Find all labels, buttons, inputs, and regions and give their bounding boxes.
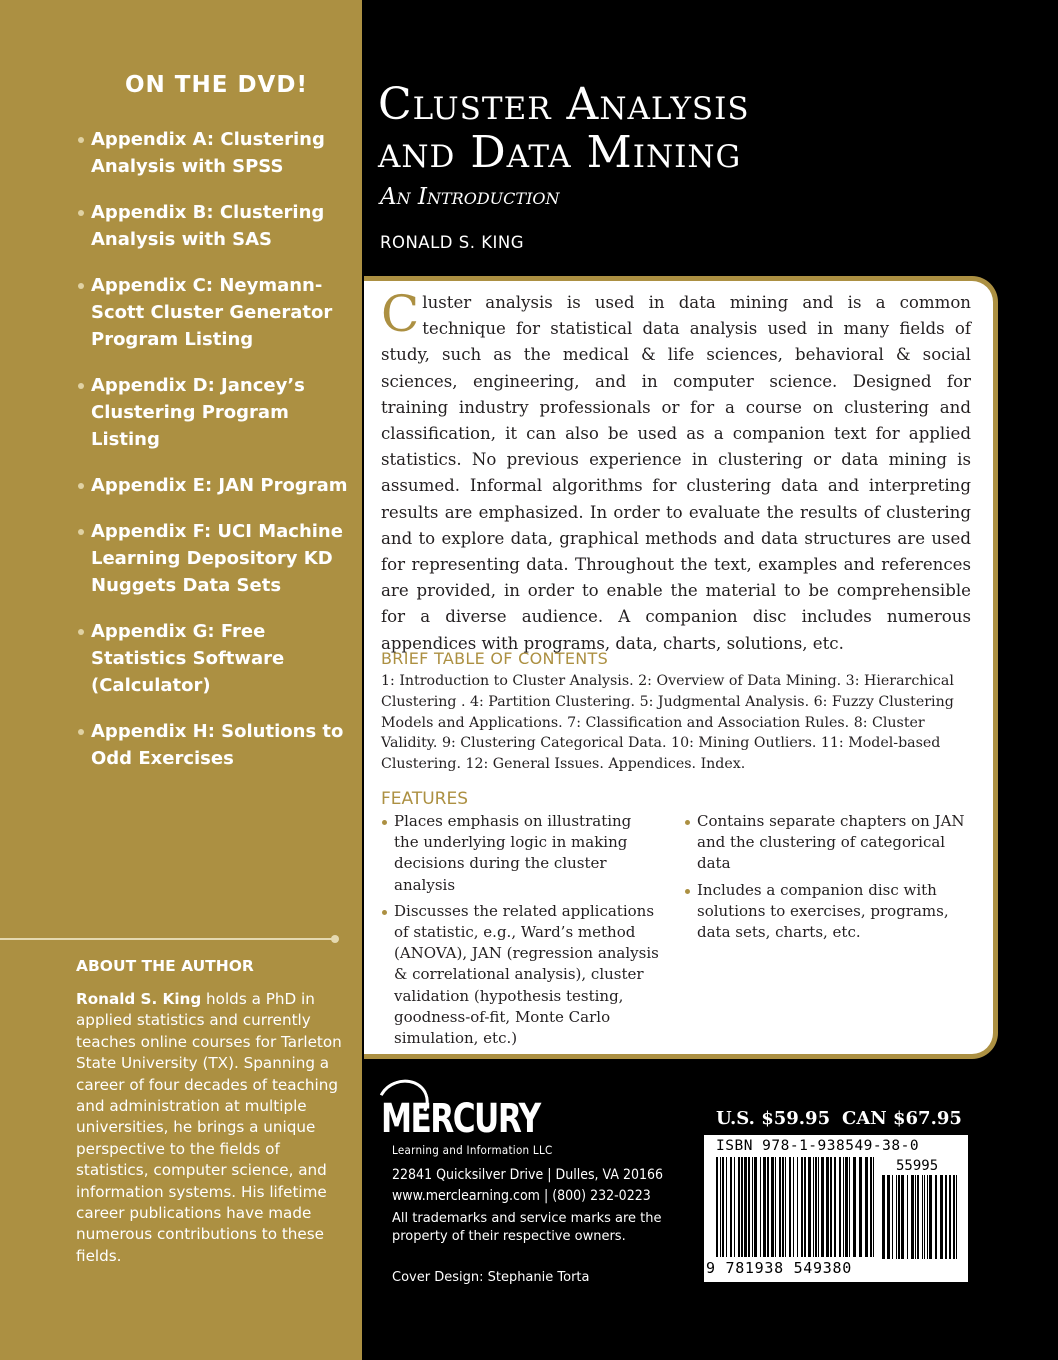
bullet-icon	[382, 820, 387, 825]
barcode-bar	[789, 1157, 791, 1257]
barcode-bar	[763, 1157, 766, 1257]
features-heading: FEATURES	[381, 789, 469, 809]
dvd-item: Appendix A: Clustering Analysis with SPSS	[78, 126, 353, 180]
dvd-heading: ON THE DVD!	[125, 72, 308, 98]
publisher-address: 22841 Quicksilver Drive | Dulles, VA 20166	[392, 1167, 664, 1183]
features-list-left	[381, 811, 659, 1054]
feature-item: Places emphasis on illustrating the underlying logic in making decisions during the cluster analysis	[381, 811, 659, 896]
barcode-bar	[813, 1157, 814, 1257]
dvd-appendix-list	[78, 126, 353, 772]
barcode-bar	[935, 1175, 937, 1259]
price-code: 55995	[896, 1158, 939, 1174]
bullet-icon	[78, 529, 84, 535]
trademark-notice: All trademarks and service marks are the property of their respective owners.	[392, 1211, 662, 1244]
price-can: CAN $67.95	[842, 1108, 962, 1129]
dvd-item: Appendix D: Jancey’s Clustering Program Listing	[78, 372, 353, 453]
barcode-bar	[808, 1157, 811, 1257]
about-author-text	[76, 989, 344, 1267]
barcode-bar	[953, 1175, 955, 1259]
barcode-bar	[911, 1175, 914, 1259]
barcode-bar	[785, 1157, 786, 1257]
barcode-bar	[815, 1157, 817, 1257]
dvd-item: Appendix G: Free Statistics Software (Calculator)	[78, 618, 353, 699]
section-divider	[0, 938, 334, 940]
barcode-bar	[767, 1157, 769, 1257]
bullet-icon	[78, 283, 84, 289]
barcode-bar	[716, 1157, 718, 1257]
barcode-bar	[821, 1157, 824, 1257]
logo-subtitle: Learning and Information LLC	[392, 1143, 553, 1157]
barcode-addon-bars	[882, 1175, 960, 1261]
left-column	[0, 0, 362, 1360]
barcode-bar	[873, 1157, 874, 1257]
barcode-bar	[892, 1175, 893, 1259]
barcode-bar	[924, 1175, 925, 1259]
barcode-bar	[839, 1157, 841, 1257]
barcode-bar	[849, 1157, 850, 1257]
publisher-contact	[392, 1165, 663, 1207]
barcode-bar	[929, 1175, 932, 1259]
barcode-bar	[818, 1157, 819, 1257]
bullet-icon	[78, 210, 84, 216]
feature-item: Includes a companion disc with solutions to exercises, programs, data sets, charts, etc.	[684, 880, 968, 944]
dvd-item: Appendix B: Clustering Analysis with SAS	[78, 199, 353, 253]
author-name: Ronald S. King	[76, 990, 202, 1008]
barcode-bar	[741, 1157, 743, 1257]
publisher-logo	[376, 1080, 576, 1165]
barcode-bar	[940, 1175, 943, 1259]
barcode-bar	[801, 1157, 803, 1257]
barcode-bar	[752, 1157, 753, 1257]
barcode-bar	[917, 1175, 919, 1259]
barcode-bar	[754, 1157, 757, 1257]
barcode-bar	[882, 1175, 885, 1259]
feature-item: Contains separate chapters on JAN and the clustering of categorical data	[684, 811, 968, 875]
barcode-bar	[907, 1175, 908, 1259]
about-author-heading: ABOUT THE AUTHOR	[76, 957, 254, 975]
barcode-bar	[744, 1157, 747, 1257]
bullet-icon	[78, 383, 84, 389]
barcode-bar	[834, 1157, 836, 1257]
barcode-bar	[720, 1157, 721, 1257]
bullet-icon	[78, 729, 84, 735]
barcode-bar	[843, 1157, 844, 1257]
barcode-bar	[845, 1157, 848, 1257]
bullet-icon	[685, 820, 690, 825]
bullet-icon	[78, 483, 84, 489]
barcode	[704, 1135, 968, 1282]
book-title-line-1: Cluster Analysis	[378, 79, 750, 130]
features-list-right	[684, 811, 968, 948]
barcode-bar	[949, 1175, 951, 1259]
barcode-bar	[896, 1175, 897, 1259]
barcode-bar	[748, 1157, 750, 1257]
barcode-bars	[716, 1157, 876, 1261]
barcode-bar	[779, 1157, 781, 1257]
barcode-bar	[771, 1157, 774, 1257]
bullet-icon	[685, 889, 690, 894]
barcode-bar	[927, 1175, 928, 1259]
barcode-bar	[793, 1157, 794, 1257]
dvd-item: Appendix C: Neymann-Scott Cluster Generator Program Listing	[78, 272, 353, 353]
logo-wordmark: MERCURY	[381, 1096, 540, 1142]
barcode-bar	[922, 1175, 923, 1259]
barcode-bar	[898, 1175, 900, 1259]
barcode-bar	[797, 1157, 798, 1257]
barcode-bar	[915, 1175, 916, 1259]
toc-body: 1: Introduction to Cluster Analysis. 2: Overview of Data Mining. 3: Hierarchical Clustering . 4: Partition Clustering. 5: Judgmental Analysis. 6: Fuzzy Clustering Models and Applications. 7: Classification and Association Rules. 8: Cluster Validity. 9: Clustering Categorical Data. 10: Mining Outliers. 11: Model-based Clustering. 12: General Issues. Appendices. Index.	[381, 673, 954, 773]
barcode-bar	[826, 1157, 829, 1257]
isbn-text: ISBN 978-1-938549-38-0	[716, 1138, 920, 1154]
book-subtitle: An Introduction	[380, 184, 560, 210]
book-description: Cluster analysis is used in data mining and is a common technique for statistical data analysis used in many fields of study, such as the medical & life sciences, behavioral & social sciences, engineering, and in computer science. Designed for training industry professionals or for a course on clustering and classification, it can also be used as a companion text for applied statistics. No previous experience in clustering or data mining is assumed. Informal algorithms for clustering data and interpreting results are emphasized. In order to evaluate the results of clustering and to explore data, graphical methods and data structures are used for representing data. Throughout the text, examples and references are provided, in order to enable the material to be comprehensible for a diverse audience. A companion disc includes numerous appendices with programs, data, charts, solutions, etc.	[381, 285, 971, 653]
author-bio: holds a PhD in applied statistics and currently teaches online courses for Tarleton State University (TX). Spanning a career of four decades of teaching and administration at multiple universities, he brings a unique perspective to the fields of statistics, computer science, and information systems. His lifetime career publications have made numerous contributions to these fields.	[76, 990, 342, 1265]
barcode-bar	[870, 1157, 872, 1257]
cover-design-credit: Cover Design: Stephanie Torta	[392, 1270, 590, 1285]
price-us: U.S. $59.95	[716, 1108, 831, 1129]
barcode-bar	[760, 1157, 761, 1257]
barcode-bar	[956, 1175, 957, 1259]
barcode-bar	[738, 1157, 740, 1257]
barcode-bar	[734, 1157, 735, 1257]
barcode-bar	[887, 1175, 890, 1259]
barcode-bar	[730, 1157, 732, 1257]
barcode-bar	[945, 1175, 947, 1259]
barcode-bar	[804, 1157, 806, 1257]
toc-heading: BRIEF TABLE OF CONTENTS	[381, 649, 609, 668]
feature-item: Discusses the related applications of statistic, e.g., Ward’s method (ANOVA), JAN (regression analysis & correlational analysis), cluster validation (hypothesis testing, goodness-of-fit, Monte Carlo simulation, etc.)	[381, 901, 659, 1049]
bullet-icon	[382, 910, 387, 915]
ean-number: 9 781938 549380	[706, 1259, 852, 1277]
barcode-bar	[865, 1157, 868, 1257]
book-author: RONALD S. KING	[380, 233, 525, 252]
divider-end-dot	[331, 935, 339, 943]
book-title-line-2: and Data Mining	[378, 127, 742, 178]
barcode-bar	[726, 1157, 727, 1257]
dvd-item: Appendix H: Solutions to Odd Exercises	[78, 718, 353, 772]
publisher-web-phone: www.merclearning.com | (800) 232-0223	[392, 1188, 651, 1204]
barcode-bar	[782, 1157, 784, 1257]
barcode-bar	[830, 1157, 832, 1257]
dvd-item: Appendix F: UCI Machine Learning Depository KD Nuggets Data Sets	[78, 518, 353, 599]
barcode-bar	[853, 1157, 856, 1257]
barcode-bar	[722, 1157, 724, 1257]
bullet-icon	[78, 137, 84, 143]
barcode-bar	[901, 1175, 904, 1259]
bullet-icon	[78, 629, 84, 635]
drop-cap: C	[381, 285, 420, 343]
barcode-bar	[775, 1157, 776, 1257]
barcode-bar	[859, 1157, 862, 1257]
dvd-item: Appendix E: JAN Program	[78, 472, 353, 499]
